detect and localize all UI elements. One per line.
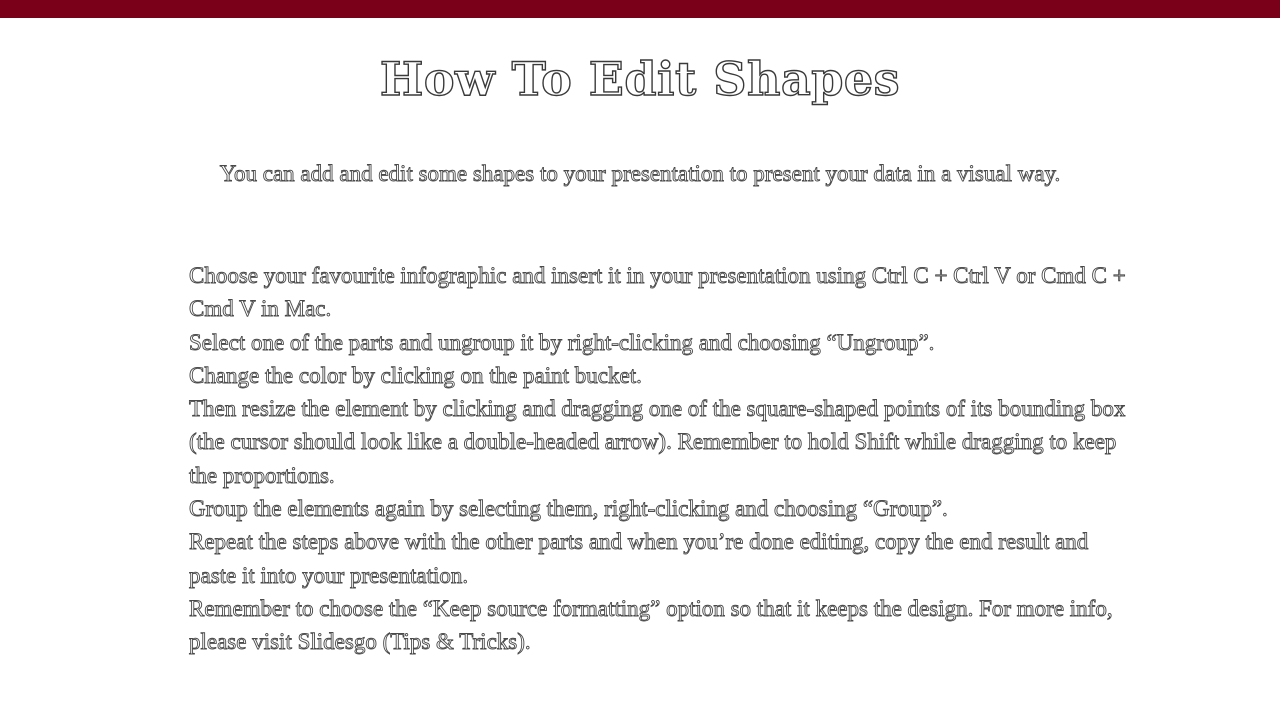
- step-item: Then resize the element by clicking and dragging one of the square-shaped points of its bounding box (the cursor should look like a double-headed arrow). Remember to hold Shift while dragging to keep the proportions.: [189, 396, 1126, 488]
- step-item: Choose your favourite infographic and insert it in your presentation using Ctrl C + Ctrl V or Cmd C + Cmd V in Mac.: [189, 263, 1126, 322]
- step-item: Select one of the parts and ungroup it by right-clicking and choosing “Ungroup”.: [189, 329, 935, 355]
- steps-list: [189, 259, 1139, 659]
- top-accent-bar: [0, 0, 1280, 18]
- step-item: Repeat the steps above with the other parts and when you’re done editing, copy the end result and paste it into your presentation.: [189, 529, 1089, 588]
- step-item: Group the elements again by selecting them, right-clicking and choosing “Group”.: [189, 496, 948, 522]
- slide-title: How To Edit Shapes: [379, 52, 901, 106]
- slide-subtitle: You can add and edit some shapes to your presentation to present your data in a visual way.: [219, 161, 1061, 186]
- step-item: Remember to choose the “Keep source formatting” option so that it keeps the design. For more info, please visit Slidesgo (Tips & Tricks).: [189, 595, 1113, 655]
- step-item: Change the color by clicking on the paint bucket.: [189, 362, 642, 388]
